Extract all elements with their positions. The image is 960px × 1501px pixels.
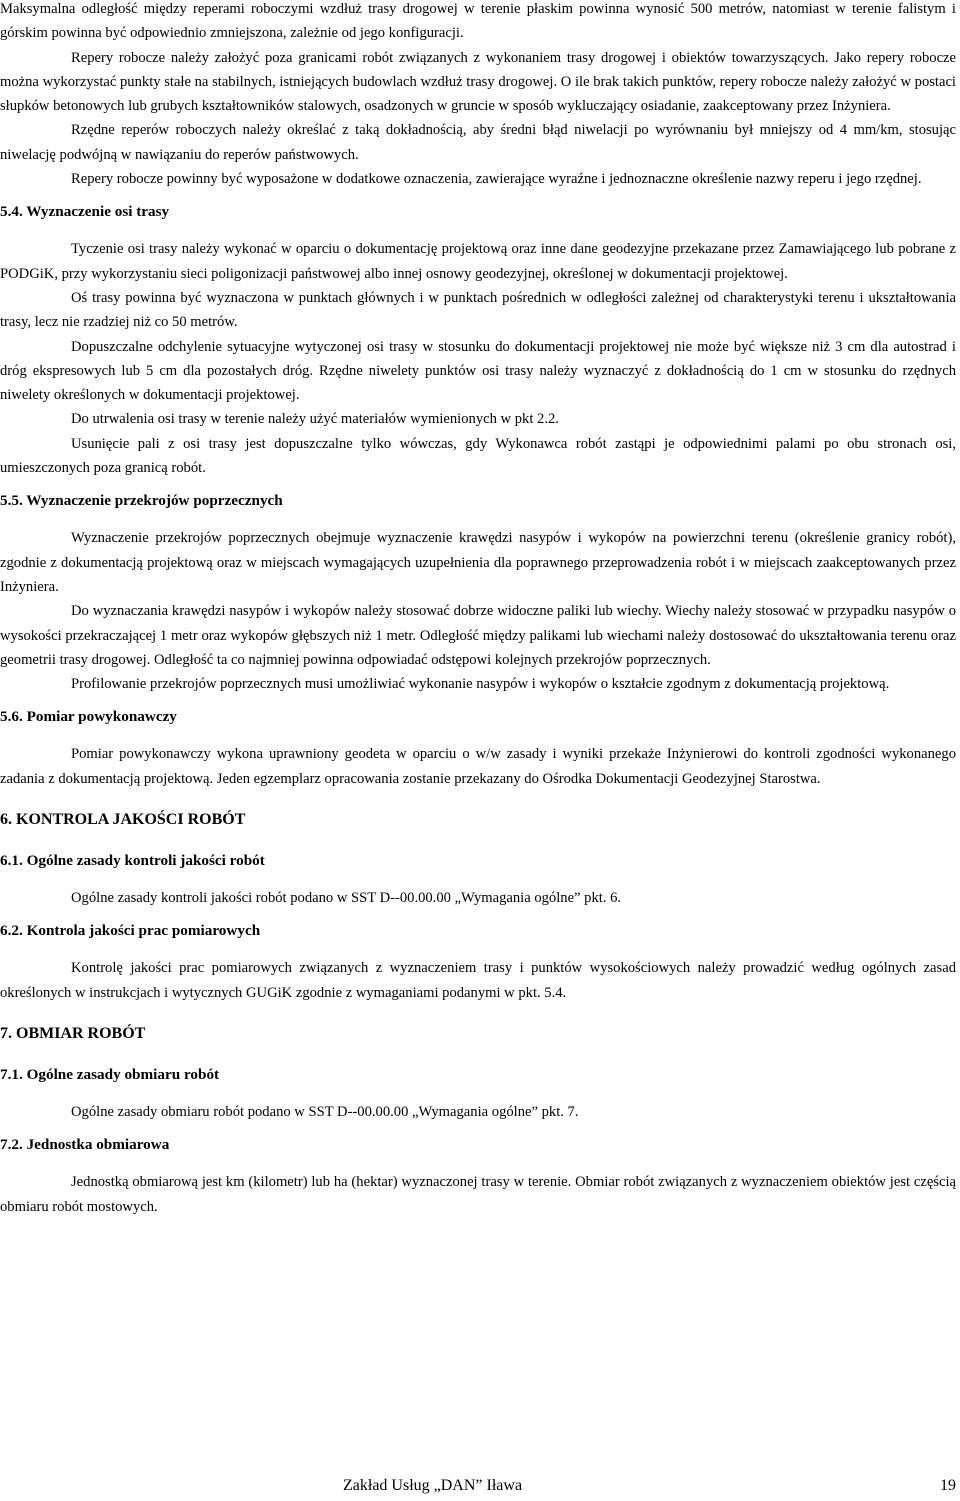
paragraph: Repery robocze należy założyć poza granicami robót związanych z wykonaniem trasy drogowej i obiektów towarzyszących. Jako repery robocze można wykorzystać punkty stałe na stabilnych, istniejących budowlach wzdłuż trasy drogowej. O ile brak takich punktów, repery robocze należy założyć w postaci słupków betonowych lub grubych kształtowników stalowych, osadzonych w gruncie w sposób wykluczający osiadanie, zaakceptowany przez Inżyniera. [0,49,956,115]
page-number: 19 [940,1477,956,1494]
section-heading: 5.4. Wyznaczenie osi trasy [0,203,170,221]
paragraph: Pomiar powykonawczy wykona uprawniony geodeta w oparciu o w/w zasady i wyniki przekaże Inżynierowi do kontroli zgodności wykonanego zadania z dokumentacją projektową. Jeden egzemplarz opracowania zostanie przekazany do Ośrodka Dokumentacji Geodezyjnej Starostwa. [0,746,956,787]
paragraph: Rzędne reperów roboczych należy określać z taką dokładnością, aby średni błąd niwelacji po wyrównaniu był mniejszy od 4 mm/km, stosując niwelację podwójną w nawiązaniu do reperów państwowych. [0,122,956,163]
paragraph: Dopuszczalne odchylenie sytuacyjne wytyczonej osi trasy w stosunku do dokumentacji projektowej nie może być większe niż 3 cm dla autostrad i dróg ekspresowych lub 5 cm dla pozostałych dróg. Rzędne niwelety punktów osi trasy należy wyznaczyć z dokładnością do 1 cm w stosunku do rzędnych niwelety określonych w dokumentacji projektowej. [0,338,956,404]
chapter-heading: 6. KONTROLA JAKOŚCI ROBÓT [0,811,246,829]
paragraph: Do wyznaczania krawędzi nasypów i wykopów należy stosować dobrze widoczne paliki lub wiechy. Wiechy należy stosować w przypadku nasypów o wysokości przekraczającej 1 metr oraz wykopów głębszych niż 1 metr. Odległość między palikami lub wiechami należy dostosować do ukształtowania terenu oraz geometrii trasy drogowej. Odległość ta co najmniej powinna odpowiadać odstępowi kolejnych przekrojów poprzecznych. [0,603,956,668]
paragraph: Wyznaczenie przekrojów poprzecznych obejmuje wyznaczenie krawędzi nasypów i wykopów na powierzchni terenu (określenie granicy robót), zgodnie z dokumentacją projektową oraz w miejscach wymagających uzupełnienia dla poprawnego przeprowadzenia robót i w miejscach zaakceptowanych przez Inżyniera. [0,530,956,595]
paragraph: Maksymalna odległość między reperami roboczymi wzdłuż trasy drogowej w terenie płaskim powinna wynosić 500 metrów, natomiast w terenie falistym i górskim powinna być odpowiednio zmniejszona, zależnie od jego konfiguracji. [0,1,956,42]
paragraph: Profilowanie przekrojów poprzecznych musi umożliwiać wykonanie nasypów i wykopów o kształcie zgodnym z dokumentacją projektową. [71,676,890,693]
section-heading: 6.2. Kontrola jakości prac pomiarowych [0,922,261,940]
paragraph: Tyczenie osi trasy należy wykonać w oparciu o dokumentację projektową oraz inne dane geodezyjne przekazane przez Zamawiającego lub pobrane z PODGiK, przy wykorzystaniu sieci poligonizacji państwowej albo innej osnowy geodezyjnej, określonej w dokumentacji projektowej. [0,241,956,282]
section-heading: 5.5. Wyznaczenie przekrojów poprzecznych [0,492,283,510]
paragraph: Usunięcie pali z osi trasy jest dopuszczalne tylko wówczas, gdy Wykonawca robót zastąpi je odpowiednimi palami po obu stronach osi, umieszczonych poza granicą robót. [0,435,956,477]
section-heading: 7.2. Jednostka obmiarowa [0,1136,170,1154]
section-heading: 7.1. Ogólne zasady obmiaru robót [0,1065,220,1083]
section-heading: 5.6. Pomiar powykonawczy [0,708,177,726]
paragraph: Ogólne zasady kontroli jakości robót podano w SST D--00.00.00 „Wymagania ogólne” pkt. 6. [71,890,622,907]
chapter-heading: 7. OBMIAR ROBÓT [0,1024,146,1042]
paragraph: Ogólne zasady obmiaru robót podano w SST D--00.00.00 „Wymagania ogólne” pkt. 7. [71,1103,579,1120]
paragraph: Oś trasy powinna być wyznaczona w punktach głównych i w punktach pośrednich w odległości zależnej od charakterystyki terenu i ukształtowania trasy, lecz nie rzadziej niż co 50 metrów. [0,289,956,331]
paragraph: Jednostką obmiarową jest km (kilometr) lub ha (hektar) wyznaczonej trasy w terenie. Obmiar robót związanych z wyznaczeniem obiektów jest częścią obmiaru robót mostowych. [0,1174,956,1215]
page-footer [0,1474,956,1498]
paragraph: Do utrwalenia osi trasy w terenie należy użyć materiałów wymienionych w pkt 2.2. [71,411,559,428]
paragraph: Repery robocze powinny być wyposażone w dodatkowe oznaczenia, zawierające wyraźne i jednoznaczne określenie nazwy reperu i jego rzędnej. [71,171,922,188]
footer-company: Zakład Usług „DAN” Iława [343,1477,523,1494]
paragraph: Kontrolę jakości prac pomiarowych związanych z wyznaczeniem trasy i punktów wysokościowych należy prowadzić według ogólnych zasad określonych w instrukcjach i wytycznych GUGiK zgodnie z wymaganiami podanymi w pkt. 5.4. [0,960,956,1001]
section-heading: 6.1. Ogólne zasady kontroli jakości robót [0,852,265,870]
